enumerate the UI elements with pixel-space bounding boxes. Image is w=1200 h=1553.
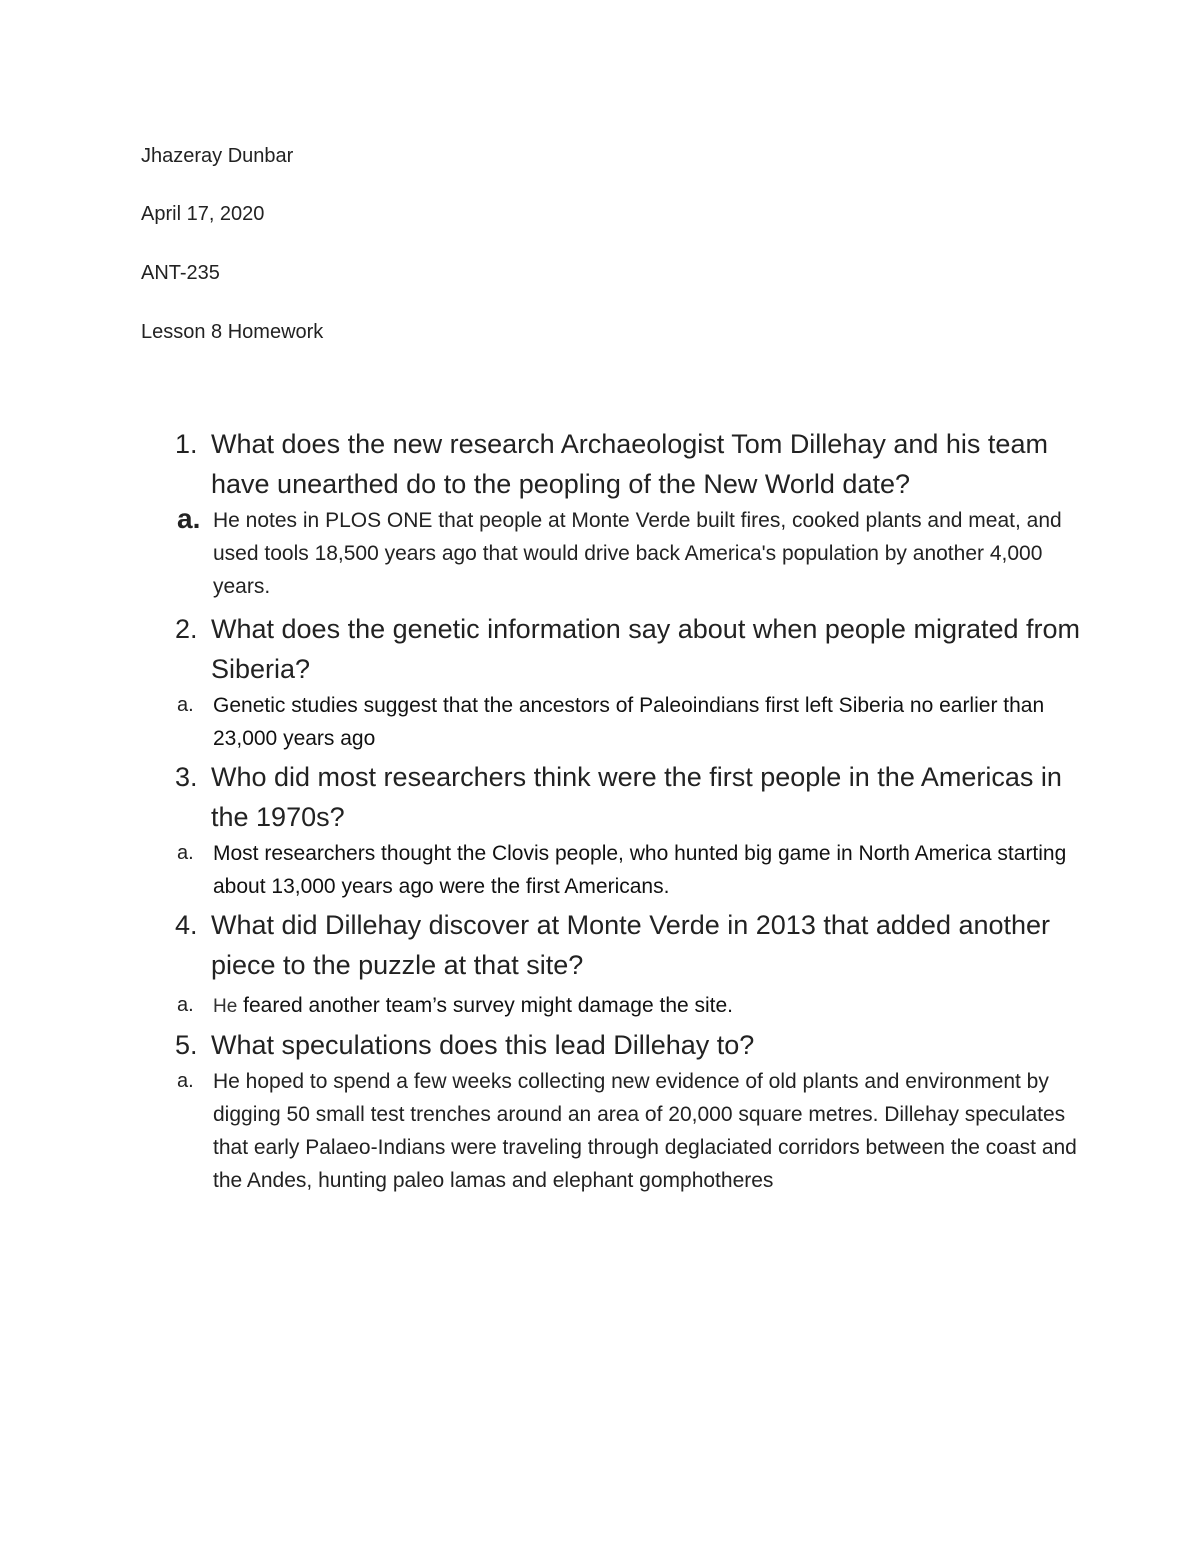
answer-letter: a. — [177, 1070, 194, 1092]
question-5 — [141, 1025, 1081, 1065]
question-3 — [141, 757, 1081, 837]
answer-3 — [141, 837, 1081, 903]
course-code: ANT-235 — [141, 262, 220, 284]
answer-text: He hoped to spend a few weeks collecting new evidence of old plants and environment by digging 50 small test trenches around an area of 20,000 square metres. Dillehay speculates that early Palaeo-Indians were traveling through deglaciated corridors between the coast and the Andes, hunting paleo lamas and elephant gomphotheres — [213, 1070, 1077, 1192]
question-list — [141, 424, 1081, 1197]
question-number: 1. — [175, 429, 198, 459]
question-1 — [141, 424, 1081, 504]
question-text: What speculations does this lead Dillehay to? — [211, 1030, 755, 1060]
answer-letter: a. — [177, 503, 201, 534]
question-4 — [141, 905, 1081, 985]
question-text: Who did most researchers think were the first people in the Americas in the 1970s? — [211, 762, 1062, 832]
answer-text: He notes in PLOS ONE that people at Monte Verde built fires, cooked plants and meat, and used tools 18,500 years ago that would drive back America's population by another 4,000 years. — [213, 509, 1062, 598]
answer-text — [213, 989, 1081, 1023]
answer-4 — [141, 989, 1081, 1023]
question-text: What did Dillehay discover at Monte Verde in 2013 that added another piece to the puzzle at that site? — [211, 910, 1051, 980]
answer-1 — [141, 504, 1081, 603]
answer-letter: a. — [177, 994, 194, 1016]
answer-2 — [141, 689, 1081, 755]
question-number: 2. — [175, 614, 198, 644]
student-name: Jhazeray Dunbar — [141, 145, 294, 167]
question-text: What does the genetic information say about when people migrated from Siberia? — [211, 614, 1080, 684]
submission-date: April 17, 2020 — [141, 203, 265, 225]
question-number: 3. — [175, 762, 198, 792]
answer-body: feared another team’s survey might damage the site. — [243, 994, 734, 1017]
question-text: What does the new research Archaeologist Tom Dillehay and his team have unearthed do to the peopling of the New World date? — [211, 429, 1048, 499]
answer-letter: a. — [177, 842, 194, 864]
answer-text: Most researchers thought the Clovis people, who hunted big game in North America starting about 13,000 years ago were the first Americans. — [213, 842, 1067, 898]
answer-text: Genetic studies suggest that the ancestors of Paleoindians first left Siberia no earlier than 23,000 years ago — [213, 694, 1045, 750]
question-number: 5. — [175, 1030, 198, 1060]
assignment-title: Lesson 8 Homework — [141, 321, 324, 343]
answer-5 — [141, 1065, 1081, 1197]
question-number: 4. — [175, 910, 198, 940]
answer-letter: a. — [177, 694, 194, 716]
question-2 — [141, 609, 1081, 689]
answer-lead: He — [213, 996, 238, 1017]
